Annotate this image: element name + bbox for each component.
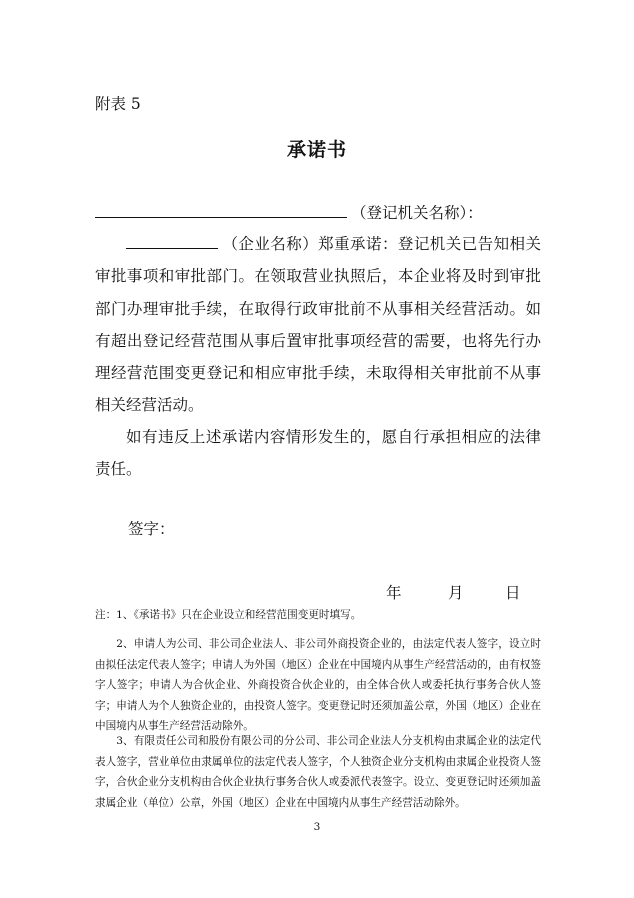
- document-title: 承诺书: [286, 139, 347, 161]
- appendix-label: 附表 5: [95, 95, 141, 113]
- commitment-text: （企业名称）郑重承诺：登记机关已告知相关审批事项和审批部门。在领取营业执照后，本企业将及时到审批部门办理审批手续，在取得行政审批前不从事相关经营活动。如有超出登记经营范围从事后置审批事项经营的需要，也将先行办理经营范围变更登记和相应审批手续，未取得相关审批前不从事相关经营活动。: [95, 235, 541, 415]
- addressee-line: [95, 201, 545, 223]
- addressee-suffix: （登记机关名称）：: [351, 204, 483, 222]
- registration-authority-blank[interactable]: [95, 203, 347, 218]
- note-2: 2、申请人为公司、非公司企业法人、非公司外商投资企业的，由法定代表人签字，设立时由拟任法定代表人签字；申请人为外国（地区）企业在中国境内从事生产经营活动的，由有权签字人签字；申请人为合伙企业、外商投资合伙企业的，由全体合伙人或委托执行事务合伙人签字；申请人为个人独资企业的，由投资人签字。变更登记时还须加盖公章，外国（地区）企业在中国境内从事生产经营活动除外。: [95, 638, 541, 732]
- liability-paragraph: 如有违反上述承诺内容情形发生的，愿自行承担相应的法律责任。: [95, 428, 541, 479]
- date-day-label: 日: [505, 584, 521, 602]
- note-3: 3、有限责任公司和股份有限公司的分公司、非公司企业法人分支机构由隶属企业的法定代表人签字，营业单位由隶属单位的法定代表人签字，个人独资企业分支机构由隶属企业投资人签字，合伙企业分支机构由合伙企业执行事务合伙人或委派代表签字。设立、变更登记时还须加盖隶属企业（单位）公章，外国（地区）企业在中国境内从事生产经营活动除外。: [95, 735, 541, 809]
- date-year-label: 年: [386, 584, 402, 602]
- signature-label: 签字：: [128, 520, 175, 538]
- page-number: 3: [313, 821, 321, 833]
- date-month-label: 月: [448, 584, 464, 602]
- note-1: 注：1、《承诺书》只在企业设立和经营范围变更时填写。: [95, 609, 362, 621]
- commitment-paragraph: [95, 228, 541, 422]
- enterprise-name-blank[interactable]: [126, 234, 218, 249]
